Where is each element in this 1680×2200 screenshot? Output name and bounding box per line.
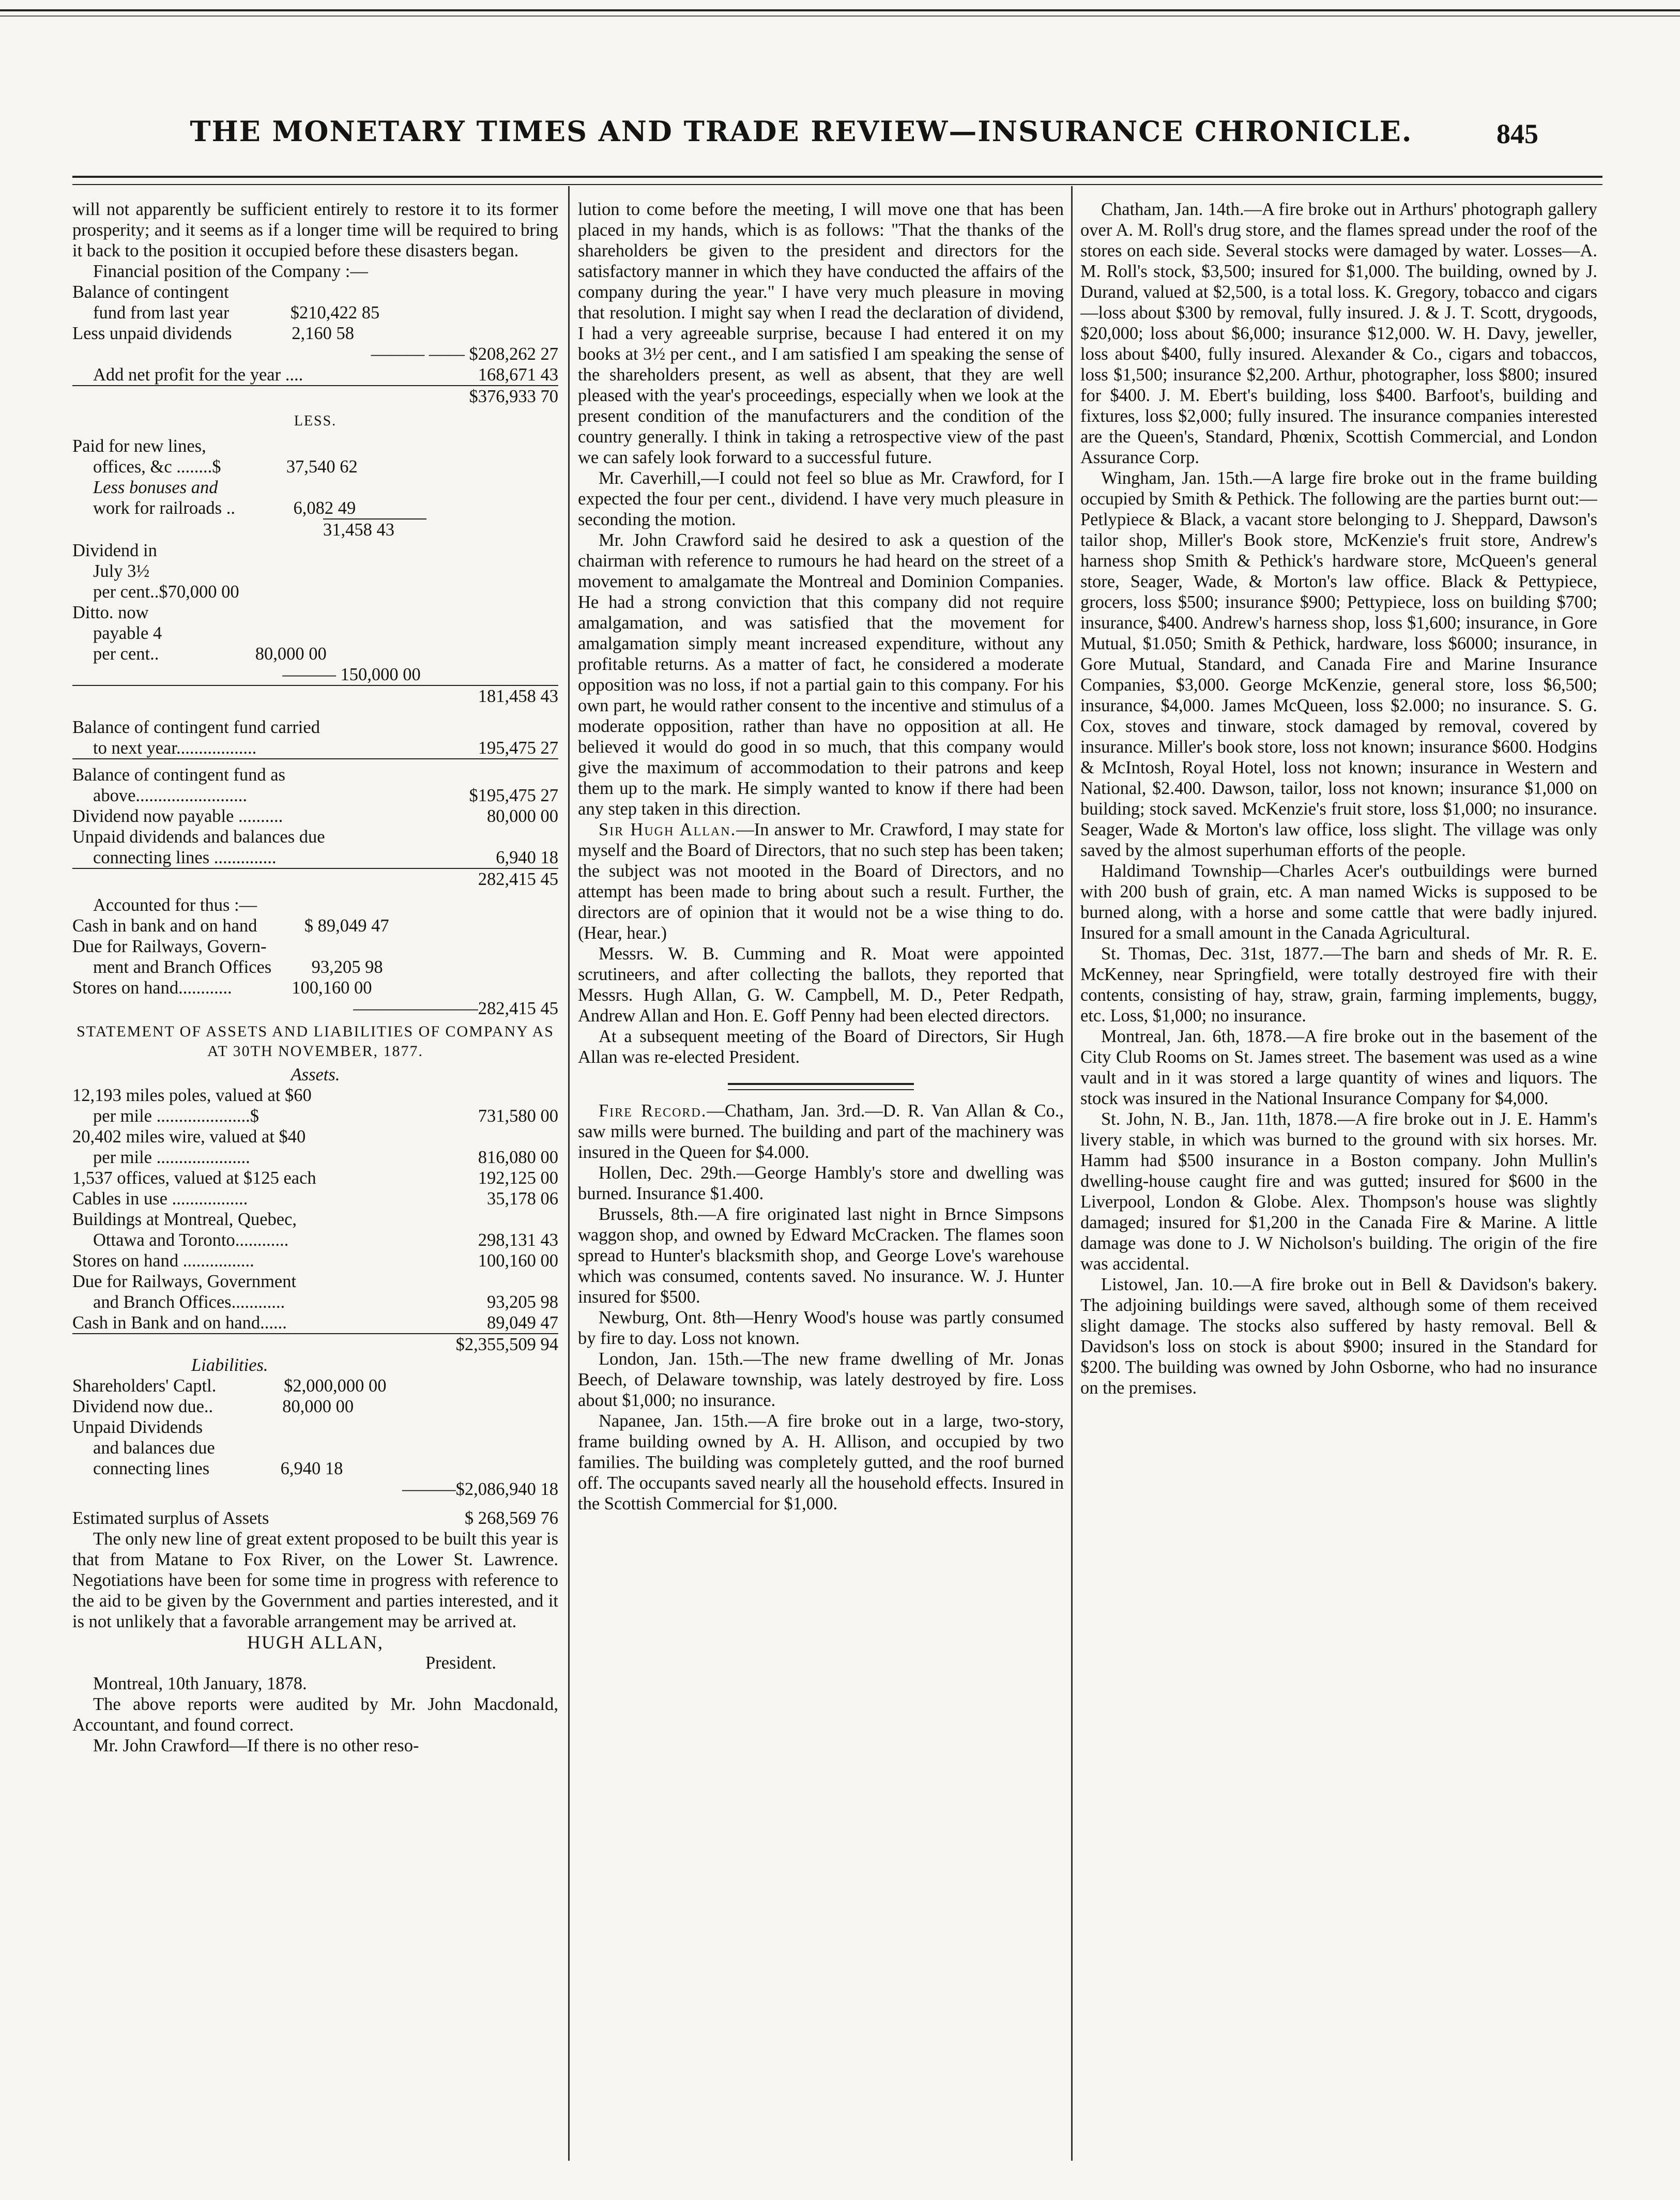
speaker-name: Sir Hugh Allan.: [599, 820, 737, 839]
statement-heading: STATEMENT OF ASSETS AND LIABILITIES OF COMPANY AS AT 30TH NOVEMBER, 1877.: [77, 1023, 554, 1060]
ledger-line: Balance of contingent: [72, 282, 229, 302]
ledger-row: per cent.. 80,000 00: [93, 644, 327, 664]
paragraph: London, Jan. 15th.—The new frame dwelling of Mr. Jonas Beech, of Delaware township, was lately destroyed by fire. Loss about $1,000; no insurance.: [578, 1349, 1064, 1410]
ledger-line: Paid for new lines,: [72, 436, 206, 456]
fire-record-heading: Fire Record.: [599, 1101, 707, 1121]
ledger-row: ———$2,086,940 18: [402, 1479, 558, 1499]
paragraph: Fire Record.—Chatham, Jan. 3rd.—D. R. Van Allan & Co., saw mills were burned. The building and part of the machinery was insured in the Queen for $4.000.: [578, 1101, 1064, 1162]
liabilities-heading: Liabilities.: [191, 1355, 268, 1375]
ledger-line: 20,402 miles wire, valued at $40: [72, 1127, 306, 1147]
paragraph: will not apparently be sufficient entirely to restore it to its former prosperity; and it seems as if a longer time will be required to bring it back to the position it occupied before these disasters began.: [72, 200, 558, 261]
ledger-line: Accounted for thus :—: [93, 895, 257, 915]
ledger-line: per cent..$70,000 00: [93, 582, 239, 602]
ledger-line: 12,193 miles poles, valued at $60: [72, 1086, 312, 1105]
section-separator: [728, 1083, 914, 1090]
ledger-row: Estimated surplus of Assets $ 268,569 76: [72, 1508, 558, 1528]
top-border-rule: [0, 0, 1680, 11]
ledger-line: Less bonuses and: [93, 478, 218, 497]
paragraph: Montreal, Jan. 6th, 1878.—A fire broke out in the basement of the City Club Rooms on St. James street. The basement was used as a wine vault and in it was stored a large quantity of wines and liquors. The stock was insured in the National Insurance Company for $4,000.: [1080, 1027, 1597, 1108]
ledger-row: Dividend now payable .......... 80,000 00: [72, 806, 558, 826]
ledger-row: ——— —— $208,262 27: [371, 344, 558, 364]
masthead-title: THE MONETARY TIMES AND TRADE REVIEW—INSURANCE CHRONICLE.: [190, 115, 1413, 148]
ledger-row: above......................... $195,475 27: [93, 786, 558, 805]
page-number: 845: [1496, 118, 1538, 149]
financial-heading: Financial position of the Company :—: [93, 262, 368, 281]
ledger-line: Due for Railways, Government: [72, 1272, 297, 1291]
ledger-row: connecting lines 6,940 18: [93, 1459, 343, 1478]
ledger-line: payable 4: [93, 623, 162, 643]
paragraph: At a subsequent meeting of the Board of Directors, Sir Hugh Allan was re-elected President.: [578, 1027, 1064, 1067]
ledger-row: offices, &c ........$ 37,540 62: [93, 457, 358, 477]
assets-heading: Assets.: [291, 1065, 340, 1084]
paragraph: Newburg, Ont. 8th—Henry Wood's house was partly consumed by fire to day. Loss not known.: [578, 1308, 1064, 1348]
paragraph: St. Thomas, Dec. 31st, 1877.—The barn and sheds of Mr. R. E. McKenney, near Springfield, were totally destroyed fire with their contents, consisting of hay, straw, grain, farming implements, buggy, etc. Loss, $1,000; no insurance.: [1080, 944, 1597, 1026]
column-divider-2: [1071, 186, 1073, 2161]
ledger-line: Buildings at Montreal, Quebec,: [72, 1210, 297, 1229]
column-2: [578, 199, 1064, 2163]
signature-title: President.: [425, 1653, 496, 1673]
ledger-row: Dividend now due.. 80,000 00: [72, 1397, 354, 1416]
ledger-row: Cash in Bank and on hand...... 89,049 47: [72, 1313, 558, 1333]
paragraph: Napanee, Jan. 15th.—A fire broke out in a large, two-story, frame building owned by A. H. Allison, and occupied by two families. The building was completely gutted, and the roof burned off. The occupants saved nearly all the household effects. Insured in the Scottish Commercial for $1,000.: [578, 1411, 1064, 1514]
ledger-row: ——— 150,000 00: [282, 665, 421, 684]
ledger-line: Dividend in: [72, 541, 157, 560]
ledger-row: work for railroads .. 6,082 49: [93, 498, 356, 518]
paragraph: Sir Hugh Allan.—In answer to Mr. Crawford, I may state for myself and the Board of Directors, that no such step has been taken; the subject was not mooted in the Board of Directors, and no attempt has been made to bring about such a result. Further, the directors are of opinion that it would not be a wise thing to do. (Hear, hear.): [578, 820, 1064, 943]
paragraph: The only new line of great extent proposed to be built this year is that from Matane to Fox River, on the Lower St. Lawrence. Negotiations have been for some time in progress with reference to the aid to be given by the Government and parties interested, and it is not unlikely that a favorable arrangement may be arrived at.: [72, 1529, 558, 1631]
ledger-line: July 3½: [93, 561, 150, 581]
top-border-rule-thin: [0, 16, 1680, 17]
ledger-row: Cables in use ................. 35,178 06: [72, 1189, 558, 1209]
ledger-line: Unpaid dividends and balances due: [72, 827, 325, 847]
ledger-row: to next year.................. 195,475 27: [93, 738, 558, 758]
header-double-rule: [72, 176, 1602, 185]
paragraph: Chatham, Jan. 14th.—A fire broke out in Arthurs' photograph gallery over A. M. Roll's drug store, and the flames spread under the roof of the stores on each side. Several stocks were damaged by water. Losses—A. M. Roll's stock, $3,500; insured for $1,000. The building, owned by J. Durand, valued at $2,500, is a total loss. K. Gregory, tobacco and cigars—loss about $300 by removal, fully insured. J. & J. T. Scott, drygoods, $20,000; loss about $6,000; insurance $12,000. W. H. Davy, jeweller, loss about $400, fully insured. Alexander & Co., cigars and tobaccos, loss $1,500; insurance $2,200. Arthur, photographer, loss $800; insured for $400. J. M. Ebert's building, loss $400. Barfoot's, building and fixtures, loss $2,000; fully insured. The insurance companies interested are the Queen's, Standard, Phœnix, Scottish Commercial, and London Assurance Corp.: [1080, 200, 1597, 467]
paragraph: lution to come before the meeting, I will move one that has been placed in my hands, which is as follows: "That the thanks of the shareholders be given to the president and directors for the satisfactory manner in which they have conducted the affairs of the company during the year." I have very much pleasure in moving that resolution. I might say when I read the declaration of dividend, I had a very agreeable surprise, because I had entered it on my books at 3½ per cent., and I am satisfied I am speaking the sense of the shareholders present, as well as absent, that they are well pleased with the year's proceedings, especially when we look at the present condition of the manufacturers and the condition of the country generally. I think in taking a retrospective view of the past we can safely look forward to a successful future.: [578, 200, 1064, 467]
paragraph: Mr. John Crawford said he desired to ask a question of the chairman with reference to rumours he had heard on the street of a movement to amalgamate the Montreal and Dominion Companies. He had a strong conviction that this company did not require amalgamation, and was satisfied that the movement for amalgamation simply meant increased expenditure, without any profitable returns. As a matter of fact, he considered a moderate opposition was no loss, if not a partial gain to this company. For his own part, he would rather consent to the incentive and stimulus of a moderate opposition, rather than have no opposition at all. He believed it would do good in so much, that this company would give the maximum of accommodation to their patrons and keep them up to the mark. He simply wanted to know if there had been any step taken in this direction.: [578, 530, 1064, 819]
paragraph: Brussels, 8th.—A fire originated last night in Brnce Simpsons waggon shop, and owned by Edward McCracken. The flames soon spread to Hunter's blacksmith shop, and George Love's warehouse which was consumed, contents saved. No insurance. W. J. Hunter insured for $500.: [578, 1204, 1064, 1307]
ledger-line: Ditto. now: [72, 603, 149, 622]
ledger-row: 181,458 43: [72, 685, 558, 707]
paragraph: Wingham, Jan. 15th.—A large fire broke out in the frame building occupied by Smith & Pethick. The following are the parties burnt out:—Petlypiece & Black, a vacant store belonging to J. Sheppard, Dawson's tailor shop, Miller's Book store, McKenzie's fruit store, Andrew's harness shop Smith & Pethick's hardware store, McQueen's general store, Seager, Wade, & Morton's law office. Black & Pettypiece, grocers, loss $500; insurance $900; Pettypiece, loss on building $700; insurance, $400. Andrew's harness shop, loss $1,600; insurance, in Gore Mutual, $1.050; Smith & Pethick, hardware, loss $6000; insurance, in Gore Mutual, Standard, and Canada Fire and Marine Insurance Companies, $3,000. George McKenzie, general store, loss $6,500; insurance, $4,000. James McQueen, loss $2.000; no insurance. S. G. Cox, stoves and tinware, stock damaged by removal, covered by insurance. Miller's book store, loss not known; insurance $600. Hodgins & McIntosh, Royal Hotel, loss not known; insurance in Western and National, $2.400. Dawson, tailor, loss not known; insurance $1,000 on building; stock saved. McKenzie's fruit store, loss $1,000; no insurance. Seager, Wade & Morton's law office, loss slight. The village was only saved by the almost superhuman efforts of the people.: [1080, 468, 1597, 860]
ledger-row: connecting lines .............. 6,940 18: [93, 848, 558, 867]
ledger-row: Ottawa and Toronto............ 298,131 43: [93, 1230, 558, 1250]
ledger-line: Unpaid Dividends: [72, 1417, 203, 1437]
ledger-row: per mile ..................... 816,080 00: [93, 1148, 558, 1167]
paragraph: Haldimand Township—Charles Acer's outbuildings were burned with 200 bush of grain, etc. A man named Wicks is supposed to be burned along, with a horse and some cattle that were badly injured. Insured for a small amount in the Canada Agricultural.: [1080, 861, 1597, 943]
column-1: [72, 199, 558, 2163]
ledger-row: per mile .....................$ 731,580 00: [93, 1106, 558, 1126]
ledger-row: Less unpaid dividends 2,160 58: [72, 324, 355, 343]
ledger-line: Balance of contingent fund as: [72, 765, 285, 785]
ledger-line: Due for Railways, Govern-: [72, 937, 267, 956]
ledger-row: 1,537 offices, valued at $125 each 192,125 00: [72, 1168, 558, 1188]
ledger-row: fund from last year $210,422 85: [93, 303, 380, 323]
less-heading: LESS.: [294, 413, 337, 429]
ledger-line: Balance of contingent fund carried: [72, 717, 320, 737]
ledger-row: $2,355,509 94: [72, 1333, 558, 1355]
ledger-row: Shareholders' Captl. $2,000,000 00: [72, 1376, 387, 1396]
ledger-row: 31,458 43: [72, 518, 558, 540]
column-divider-1: [568, 186, 570, 2161]
paragraph: Hollen, Dec. 29th.—George Hambly's store and dwelling was burned. Insurance $1.400.: [578, 1163, 1064, 1203]
paragraph: The above reports were audited by Mr. John Macdonald, Accountant, and found correct.: [72, 1694, 558, 1735]
paragraph: Listowel, Jan. 10.—A fire broke out in Bell & Davidson's bakery. The adjoining buildings were saved, although some of them received slight damage. The stocks also suffered by hasty removal. Bell & Davidson's loss on stock is about $900; insured in the Standard for $200. The building was owned by John Osborne, who had no insurance on the premises.: [1080, 1275, 1597, 1398]
paragraph: Messrs. W. B. Cumming and R. Moat were appointed scrutineers, and after collecting the ballots, they reported that Messrs. Hugh Allan, G. W. Campbell, M. D., Peter Redpath, Andrew Allan and Hon. E. Goff Penny had been elected directors.: [578, 944, 1064, 1026]
ledger-row: Cash in bank and on hand $ 89,049 47: [72, 916, 389, 936]
ledger-line: and balances due: [93, 1438, 215, 1458]
paragraph: St. John, N. B., Jan. 11th, 1878.—A fire broke out in J. E. Hamm's livery stable, in which was burned to the ground with six horses. Mr. Hamm had $500 insurance in a Boston company. John Mullin's dwelling-house caught fire and was gutted; insured for $600 in the Liverpool, London & Globe. Alex. Thompson's house was slightly damaged; insured for $1,200 in the Canada Fire & Marine. A little damage was done to J. W Nicholson's building. The origin of the fire was accidental.: [1080, 1109, 1597, 1274]
ledger-row: ———————282,415 45: [353, 999, 558, 1018]
paragraph: Mr. John Crawford—If there is no other reso-: [93, 1736, 419, 1755]
ledger-row: Stores on hand ................ 100,160 00: [72, 1251, 558, 1271]
signature-name: HUGH ALLAN,: [247, 1632, 384, 1653]
dateline: Montreal, 10th January, 1878.: [93, 1674, 307, 1693]
column-3: [1080, 199, 1597, 2163]
ledger-row: $376,933 70: [72, 385, 558, 407]
ledger-row: and Branch Offices............ 93,205 98: [93, 1292, 558, 1312]
paragraph: Mr. Caverhill,—I could not feel so blue as Mr. Crawford, for I expected the four per cent., dividend. I have very much pleasure in seconding the motion.: [578, 468, 1064, 529]
ledger-row: ment and Branch Offices 93,205 98: [93, 957, 383, 977]
ledger-row: 282,415 45: [72, 868, 558, 890]
ledger-row: Add net profit for the year .... 168,671 43: [93, 365, 558, 385]
ledger-row: Stores on hand............ 100,160 00: [72, 978, 372, 998]
